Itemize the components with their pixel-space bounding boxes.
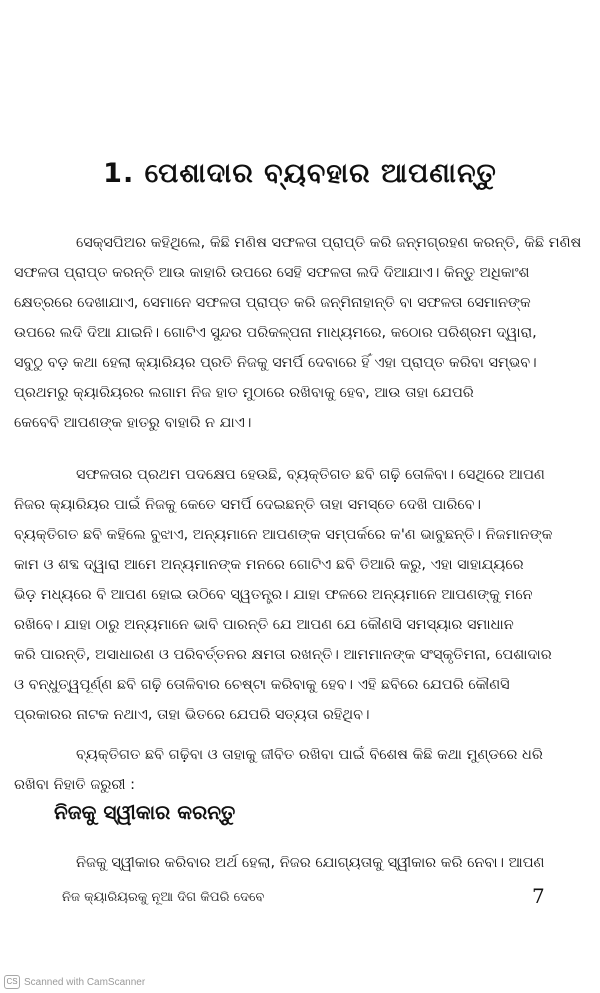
text-line: ଭିଡ଼ ମଧ୍ୟରେ ବି ଆପଣ ହୋଇ ଉଠିବେ ସ୍ୱତନ୍ତ୍ର। ଯାହା ଫଳରେ ଅନ୍ୟମାନେ ଆପଣଙ୍କୁ ମନେ [14,587,533,603]
text-line: କାମ ଓ ଶବ୍ଦ ଦ୍ୱାରା ଆମେ ଅନ୍ୟମାନଙ୍କ ମନରେ ଗୋଟିଏ ଛବି ତିଆରି କରୁ, ଏହା ସାହାଯ୍ୟରେ [14,557,524,573]
text-line: କ୍ଷେତ୍ରରେ ଦେଖାଯାଏ, ସେମାନେ ସଫଳତା ପ୍ରାପ୍ତ କରି ଜନ୍ମିନାହାନ୍ତି ବା ସଫଳତା ସେମାନଙ୍କ [14,295,531,311]
text-line: ବ୍ୟକ୍ତିଗତ ଛବି ଗଢ଼ିବା ଓ ତାହାକୁ ଜୀବିତ ରଖିବା ପାଇଁ ବିଶେଷ କିଛି କଥା ମୁଣ୍ଡରେ ଧରି [76,747,543,763]
text-line: କେବେବି ଆପଣଙ୍କ ହାତରୁ ବାହାରି ନ ଯାଏ। [14,415,252,431]
text-line: ସଫଳତା ପ୍ରାପ୍ତ କରନ୍ତି ଆଉ କାହାରି ଉପରେ ସେହି ସଫଳତା ଲଦି ଦିଆଯାଏ। କିନ୍ତୁ ଅଧିକାଂଶ [14,265,530,281]
text-line: ନିଜର କ୍ୟାରିୟର ପାଇଁ ନିଜକୁ କେତେ ସମର୍ପି ଦେଇଛନ୍ତି ତାହା ସମସ୍ତେ ଦେଖି ପାରିବେ। [14,497,482,513]
text-line: ବ୍ୟକ୍ତିଗତ ଛବି କହିଲେ ବୁଝାଏ, ଅନ୍ୟମାନେ ଆପଣଙ୍କ ସମ୍ପର୍କରେ କ'ଣ ଭାବୁଛନ୍ତି। ନିଜମାନଙ୍କ [14,527,553,543]
chapter-title: 1. ପେଶାଦାର ବ୍ୟବହାର ଆପଣାନ୍ତୁ [103,158,497,189]
scanner-watermark [4,975,145,989]
text-line: ଉପରେ ଲଦି ଦିଆ ଯାଇନି। ଗୋଟିଏ ସୁନ୍ଦର ପରିକଳ୍ପନା ମାଧ୍ୟମରେ, କଠୋର ପରିଶ୍ରମ ଦ୍ୱାରା, [14,325,537,341]
section-subheading: ନିଜକୁ ସ୍ୱୀକାର କରନ୍ତୁ [54,800,236,824]
text-line: ନିଜକୁ ସ୍ୱୀକାର କରିବାର ଅର୍ଥ ହେଲା, ନିଜର ଯୋଗ୍ୟତାକୁ ସ୍ୱୀକାର କରି ନେବା। ଆପଣ [76,855,545,871]
text-line: ସବୁଠୁ ବଡ଼ କଥା ହେଲା କ୍ୟାରିୟର ପ୍ରତି ନିଜକୁ ସମର୍ପି ଦେବାରେ ହିଁ ଏହା ପ୍ରାପ୍ତ କରିବା ସମ୍ଭବ। [14,355,537,371]
text-line: କରି ପାରନ୍ତି, ଅସାଧାରଣ ଓ ପରିବର୍ତ୍ତନର କ୍ଷମତା ରଖନ୍ତି। ଆମମାନଙ୍କ ସଂସ୍କୃତିମନା, ପେଶାଦାର [14,647,552,663]
text-line: ସେକ୍ସପିଅର କହିଥିଲେ, କିଛି ମଣିଷ ସଫଳତା ପ୍ରାପ୍ତି କରି ଜନ୍ମଗ୍ରହଣ କରନ୍ତି, କିଛି ମଣିଷ [76,235,582,251]
text-line: ସଫଳତାର ପ୍ରଥମ ପଦକ୍ଷେପ ହେଉଛି, ବ୍ୟକ୍ତିଗତ ଛବି ଗଢ଼ି ତୋଳିବା। ସେଥିରେ ଆପଣ [76,467,545,483]
text-line: ରଖିବା ନିହାତି ଜରୁରୀ : [14,777,135,793]
text-line: ପ୍ରଥମରୁ କ୍ୟାରିୟରର ଲଗାମ ନିଜ ହାତ ମୁଠାରେ ରଖିବାକୁ ହେବ, ଆଉ ତାହା ଯେପରି [14,385,474,401]
running-footer-title: ନିଜ କ୍ୟାରିୟରକୁ ନୂଆ ଦିଗ କିପରି ଦେବେ [62,890,265,905]
text-line: ରଖିବେ। ଯାହା ଠାରୁ ଅନ୍ୟମାନେ ଭାବି ପାରନ୍ତି ଯେ ଆପଣ ଯେ କୌଣସି ସମସ୍ୟାର ସମାଧାନ [14,617,514,633]
scanner-label: Scanned with CamScanner [24,976,146,988]
camscanner-logo-icon: CS [4,975,20,989]
text-line: ଓ ବନ୍ଧୁତ୍ୱପୂର୍ଣ୍ଣ ଛବି ଗଢ଼ି ତୋଳିବାର ଚେଷ୍ଟା କରିବାକୁ ହେବ। ଏହି ଛବିରେ ଯେପରି କୌଣସି [14,677,510,693]
text-line: ପ୍ରକାରର ନାଟକ ନଥାଏ, ତାହା ଭିତରେ ଯେପରି ସତ୍ୟତା ରହିଥିବ। [14,707,370,723]
book-page [14,10,586,965]
page-number: 7 [532,884,545,908]
